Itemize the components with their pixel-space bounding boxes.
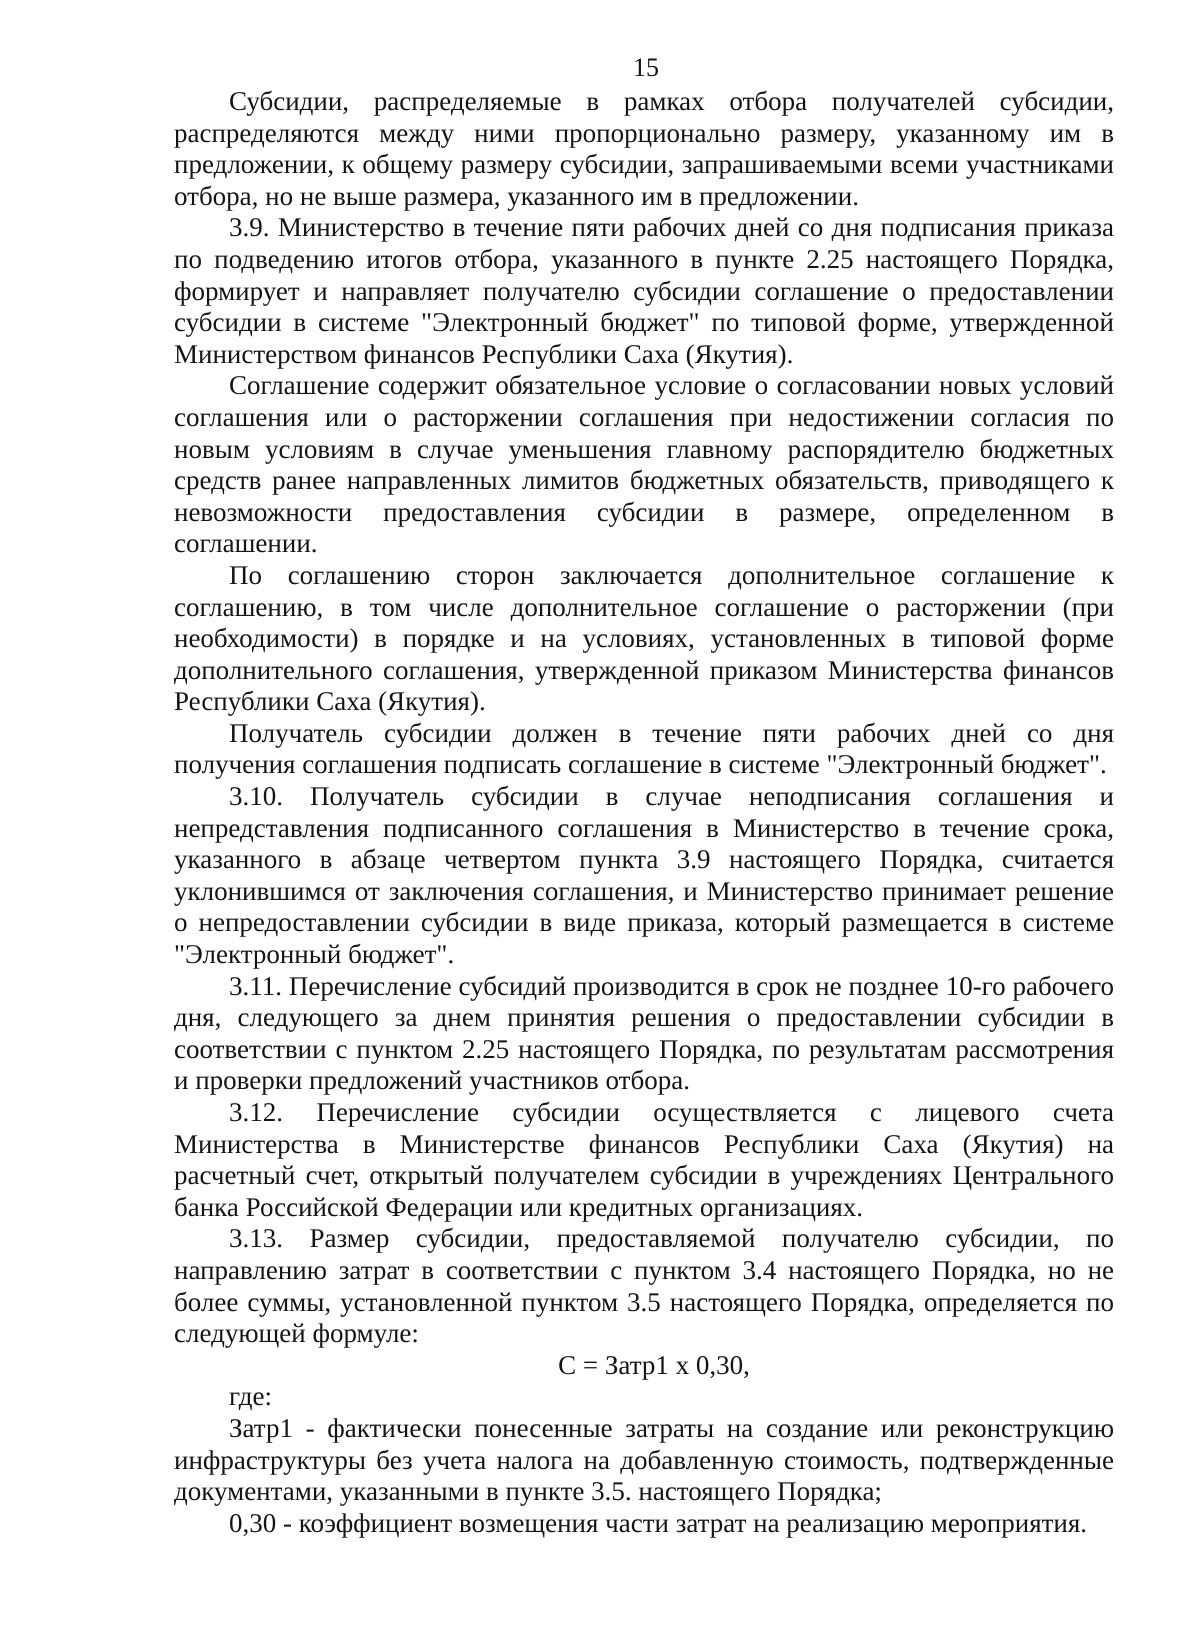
paragraph-3-13: 3.13. Размер субсидии, предоставляемой получателю субсидии, по направлению затрат в соответствии с пунктом 3.4 настоящего Порядка, но не более суммы, установленной пунктом 3.5 настоящего Порядка, определяется по следующей формуле: <box>174 1223 1114 1349</box>
paragraph-agreement-condition: Соглашение содержит обязательное условие о согласовании новых условий соглашения или о расторжении соглашения при недостижении согласия по новым условиям в случае уменьшения главному распорядителю бюджетных средств ранее направленных лимитов бюджетных обязательств, приводящего к невозможности предоставления субсидии в размере, определенном в соглашении. <box>174 370 1114 559</box>
paragraph-signing-deadline: Получатель субсидии должен в течение пяти рабочих дней со дня получения соглашения подписать соглашение в системе "Электронный бюджет". <box>174 717 1114 780</box>
definition-costs: Затр1 - фактически понесенные затраты на создание или реконструкцию инфраструктуры без учета налога на добавленную стоимость, подтвержденные документами, указанными в пункте 3.5. настоящего Порядка; <box>174 1412 1114 1507</box>
where-label: где: <box>229 1381 272 1412</box>
definition-coefficient: 0,30 - коэффициент возмещения части затрат на реализацию мероприятия. <box>229 1507 1088 1538</box>
paragraph-additional-agreement: По соглашению сторон заключается дополнительное соглашение к соглашению, в том числе дополнительное соглашение о расторжении (при необходимости) в порядке и на условиях, установленных в типовой форме дополнительного соглашения, утвержденной приказом Министерства финансов Республики Саха (Якутия). <box>174 559 1114 717</box>
paragraph-3-9: 3.9. Министерство в течение пяти рабочих дней со дня подписания приказа по подведению итогов отбора, указанного в пункте 2.25 настоящего Порядка, формирует и направляет получателю субсидии соглашение о предоставлении субсидии в системе "Электронный бюджет" по типовой форме, утвержденной Министерством финансов Республики Саха (Якутия). <box>174 212 1114 369</box>
paragraph-3-12: 3.12. Перечисление субсидии осуществляется с лицевого счета Министерства в Министерстве финансов Республики Саха (Якутия) на расчетный счет, открытый получателем субсидии в учреждениях Центрального банка Российской Федерации или кредитных организациях. <box>174 1097 1114 1222</box>
document-body <box>174 86 1114 1539</box>
paragraph-subsidy-distribution: Субсидии, распределяемые в рамках отбора получателей субсидии, распределяются между ними пропорционально размеру, указанному им в предложении, к общему размеру субсидии, запрашиваемыми всеми участниками отбора, но не выше размера, указанного им в предложении. <box>174 86 1114 211</box>
subsidy-formula: С = Затр1 х 0,30, <box>558 1349 750 1380</box>
paragraph-3-11: 3.11. Перечисление субсидий производится в срок не позднее 10-го рабочего дня, следующего за днем принятия решения о предоставлении субсидии в соответствии с пунктом 2.25 настоящего Порядка, по результатам рассмотрения и проверки предложений участников отбора. <box>174 970 1114 1096</box>
page-number: 15 <box>633 53 659 82</box>
paragraph-3-10: 3.10. Получатель субсидии в случае неподписания соглашения и непредставления подписанного соглашения в Министерство в течение срока, указанного в абзаце четвертом пункта 3.9 настоящего Порядка, считается уклонившимся от заключения соглашения, и Министерство принимает решение о непредоставлении субсидии в виде приказа, который размещается в системе "Электронный бюджет". <box>174 781 1114 970</box>
